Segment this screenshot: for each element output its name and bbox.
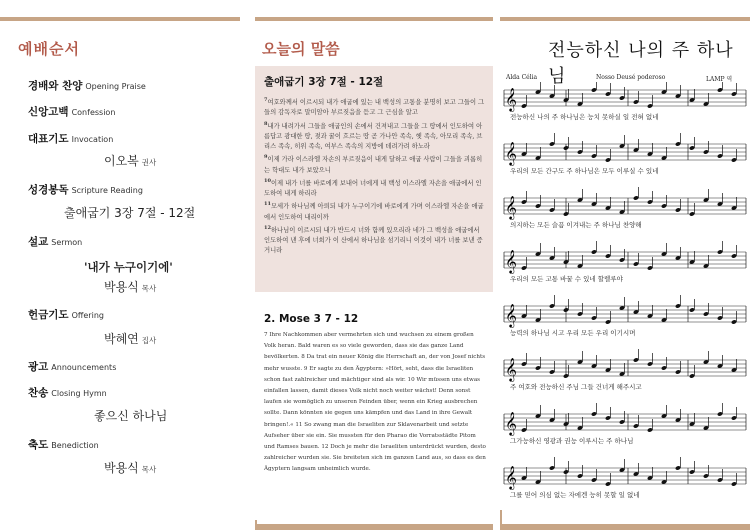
top-bar-left bbox=[0, 17, 240, 21]
item-en: Confession bbox=[71, 108, 116, 117]
verse-number: 10 bbox=[264, 177, 271, 184]
verse-text: 이제 내가 너를 바로에게 보내어 너에게 내 백성 이스라엘 자손을 애굽에서 인도하여 내게 하리라 bbox=[264, 179, 482, 197]
item-en: Invocation bbox=[71, 135, 114, 144]
lyric-line: 주 여호와 전능하신 주님 그들 건너게 해주시고 bbox=[510, 383, 642, 391]
leader-role: 권사 bbox=[141, 158, 157, 167]
verse bbox=[264, 95, 485, 119]
order-heading: 예배순서 bbox=[18, 40, 80, 58]
invocation-leader bbox=[104, 150, 156, 169]
staff-system bbox=[504, 349, 746, 382]
order-item-invocation bbox=[28, 127, 113, 146]
offering-name: 박혜연 bbox=[104, 332, 139, 346]
item-ko: 찬송 bbox=[28, 387, 49, 399]
verse-text: 모세가 하나님께 아뢰되 내가 누구이기에 바로에게 가며 이스라엘 자손을 애굽에서 인도하여 내리이까 bbox=[264, 203, 484, 221]
order-item-praise bbox=[28, 74, 146, 93]
order-item-hymn bbox=[28, 381, 107, 400]
staff-system bbox=[504, 457, 746, 490]
item-en: Announcements bbox=[51, 363, 117, 372]
song-title: 전능하신 나의 주 하나님 bbox=[548, 40, 734, 87]
lyric-line: 우리의 모든 고통 바꿀 수 있네 할렐루야 bbox=[510, 275, 623, 283]
item-ko: 경배와 찬양 bbox=[28, 80, 83, 92]
sermon-preacher bbox=[104, 276, 156, 295]
svg-text:𝄞: 𝄞 bbox=[505, 411, 517, 435]
svg-text:𝄞: 𝄞 bbox=[505, 141, 517, 165]
order-section bbox=[18, 38, 233, 59]
scripture-ref-text: 출애굽기 3장 7절 - 12절 bbox=[64, 206, 196, 220]
verse bbox=[264, 119, 485, 153]
song-composer: Alda Célia bbox=[506, 74, 538, 81]
item-ko: 설교 bbox=[28, 236, 49, 248]
korean-scripture-ref: 출애굽기 3장 7절 - 12절 bbox=[264, 76, 384, 88]
svg-text:𝄞: 𝄞 bbox=[505, 303, 517, 327]
item-en: Benediction bbox=[51, 441, 99, 450]
lyric-line: 의지하는 모든 슬픔 이겨내는 주 하나님 찬양해 bbox=[510, 221, 642, 229]
german-text: 7 Ihre Nachkommen aber vermehrten sich und wuchsen zu einem großen Volk heran. Bald waren es so viele geworden, dass sie das ganze Land bevölkerten. 8 Da trat ein neuer König die Herrschaft an, der von Josef nichts mehr wusste. 9 Er sagte zu den Ägyptern: »Hört, seht, dass die Israeliten schon fast zahlreicher und mächtiger sind als wir. 10 Wir müssen uns etwas einfallen lassen, damit dieses Volk nicht noch weiter wächst! Denn sonst laufen sie womöglich zu unseren Feinden über, wenn ein Krieg ausbrechen sollte. Dann könnten sie gegen uns kämpfen und das Land in ihre Gewalt bringen!.« 11 So zwang man die Israeliten zur Sklavenarbeit und setzte Aufseher über sie ein. Sie mussten für den Pharao die Vorratsstädte Pitom und Ramses bauen. 12 Doch je mehr die Israeliten unterdrückt wurden, desto zahlreicher wurden sie. Sie breiteten sich im ganzen Land aus, so dass es den Ägyptern langsam unheimlich wurde. bbox=[264, 332, 486, 473]
sermon-title bbox=[84, 256, 173, 275]
verse-number: 8 bbox=[264, 120, 268, 127]
hymn-title-text: 좋으신 하나님 bbox=[94, 409, 168, 423]
preacher-role: 목사 bbox=[141, 284, 157, 293]
verse-number: 11 bbox=[264, 201, 271, 208]
song-sheet bbox=[500, 22, 750, 522]
item-en: Opening Praise bbox=[85, 82, 146, 91]
lyric-line: 그를 믿어 의심 없는 자에겐 능히 못할 일 없네 bbox=[510, 491, 640, 499]
german-scripture-ref: 2. Mose 3 7 - 12 bbox=[264, 313, 359, 325]
korean-verses bbox=[255, 95, 493, 256]
benediction-pastor bbox=[104, 457, 156, 476]
staff-system bbox=[504, 133, 746, 166]
order-item-benediction bbox=[28, 433, 99, 452]
music-score bbox=[500, 82, 750, 522]
lyric-line: 그가능하신 영광과 권능 이루시는 주 하나님 bbox=[510, 437, 634, 445]
pastor-role: 목사 bbox=[141, 465, 157, 474]
lyric-line: 능력의 하나님 시고 우리 모든 우리 이기시며 bbox=[510, 329, 636, 337]
item-ko: 축도 bbox=[28, 439, 49, 451]
verse bbox=[264, 152, 485, 176]
item-en: Sermon bbox=[51, 238, 83, 247]
word-heading: 오늘의 말씀 bbox=[262, 40, 340, 58]
top-bar-right bbox=[500, 17, 750, 21]
svg-text:𝄞: 𝄞 bbox=[505, 465, 517, 489]
order-item-scripture bbox=[28, 178, 143, 197]
item-en: Closing Hymn bbox=[51, 389, 107, 398]
verse-number: 12 bbox=[264, 224, 271, 231]
order-item-offering bbox=[28, 303, 104, 322]
item-ko: 성경봉독 bbox=[28, 184, 69, 196]
svg-text:𝄞: 𝄞 bbox=[505, 249, 517, 273]
item-en: Scripture Reading bbox=[71, 186, 143, 195]
lyric-line: 우리의 모든 간구도 주 하나님은 모두 이루실 수 있네 bbox=[510, 167, 659, 175]
staff-system bbox=[504, 82, 746, 112]
sermon-title-text: '내가 누구이기에' bbox=[84, 260, 173, 274]
verse-text: 내가 내려가서 그들을 애굽인의 손에서 건져내고 그들을 그 땅에서 인도하여 아름답고 광대한 땅, 젖과 꿀이 흐르는 땅 곧 가나안 족속, 헷 족속, 아모리 족속, 브리스 족속, 히위 족속, 여부스 족속의 지방에 데려가려 하노라 bbox=[264, 122, 483, 150]
bottom-bar-center bbox=[255, 524, 493, 530]
order-item-announcements bbox=[28, 355, 116, 374]
order-item-confession bbox=[28, 100, 115, 119]
verse-text: 하나님이 이르시되 내가 반드시 너와 함께 있으리라 네가 그 백성을 애굽에서 인도하여 낸 후에 너희가 이 산에서 하나님을 섬기리니 이것이 내가 너를 보낸 증거니라 bbox=[264, 226, 483, 255]
staff-system bbox=[504, 295, 746, 328]
top-bar-center bbox=[255, 17, 493, 21]
bottom-bar-right bbox=[500, 524, 750, 530]
svg-text:𝄞: 𝄞 bbox=[505, 357, 517, 381]
svg-text:𝄞: 𝄞 bbox=[505, 195, 517, 219]
staff-system bbox=[504, 241, 746, 274]
preacher-name: 박용식 bbox=[104, 280, 139, 294]
scripture-reference bbox=[64, 202, 195, 221]
order-item-sermon bbox=[28, 230, 82, 249]
offering-role: 집사 bbox=[141, 336, 157, 345]
item-ko: 대표기도 bbox=[28, 133, 69, 145]
hymn-title bbox=[94, 405, 167, 424]
item-ko: 신앙고백 bbox=[28, 106, 69, 118]
verse bbox=[264, 223, 485, 257]
pastor-name: 박용식 bbox=[104, 461, 139, 475]
offering-leader bbox=[104, 328, 156, 347]
item-ko: 헌금기도 bbox=[28, 309, 69, 321]
staff-system bbox=[504, 187, 746, 220]
verse-number: 9 bbox=[264, 154, 268, 161]
lyric-line: 전능하신 나의 주 하나님은 능치 못하실 일 전혀 없네 bbox=[510, 113, 659, 121]
song-original-title: Nosso Deusé poderoso bbox=[596, 74, 666, 81]
svg-text:𝄞: 𝄞 bbox=[505, 87, 517, 111]
song-arranger: LAMP 역 bbox=[706, 76, 733, 83]
leader-name: 이오복 bbox=[104, 154, 139, 168]
german-scripture-panel bbox=[255, 304, 493, 520]
verse bbox=[264, 176, 485, 200]
verse-text: 여호와께서 이르시되 내가 애굽에 있는 내 백성의 고통을 분명히 보고 그들이 그들의 감독자로 말미암아 부르짖음을 듣고 그 근심을 알고 bbox=[264, 99, 485, 117]
verse-text: 이제 가라 이스라엘 자손의 부르짖음이 내게 달하고 애굽 사람이 그들을 괴롭히는 학대도 내가 보았으니 bbox=[264, 156, 483, 174]
korean-scripture-panel bbox=[255, 66, 493, 292]
item-en: Offering bbox=[71, 311, 104, 320]
verse-number: 7 bbox=[264, 97, 268, 103]
item-ko: 광고 bbox=[28, 361, 49, 373]
staff-system bbox=[504, 403, 746, 436]
verse bbox=[264, 199, 485, 223]
